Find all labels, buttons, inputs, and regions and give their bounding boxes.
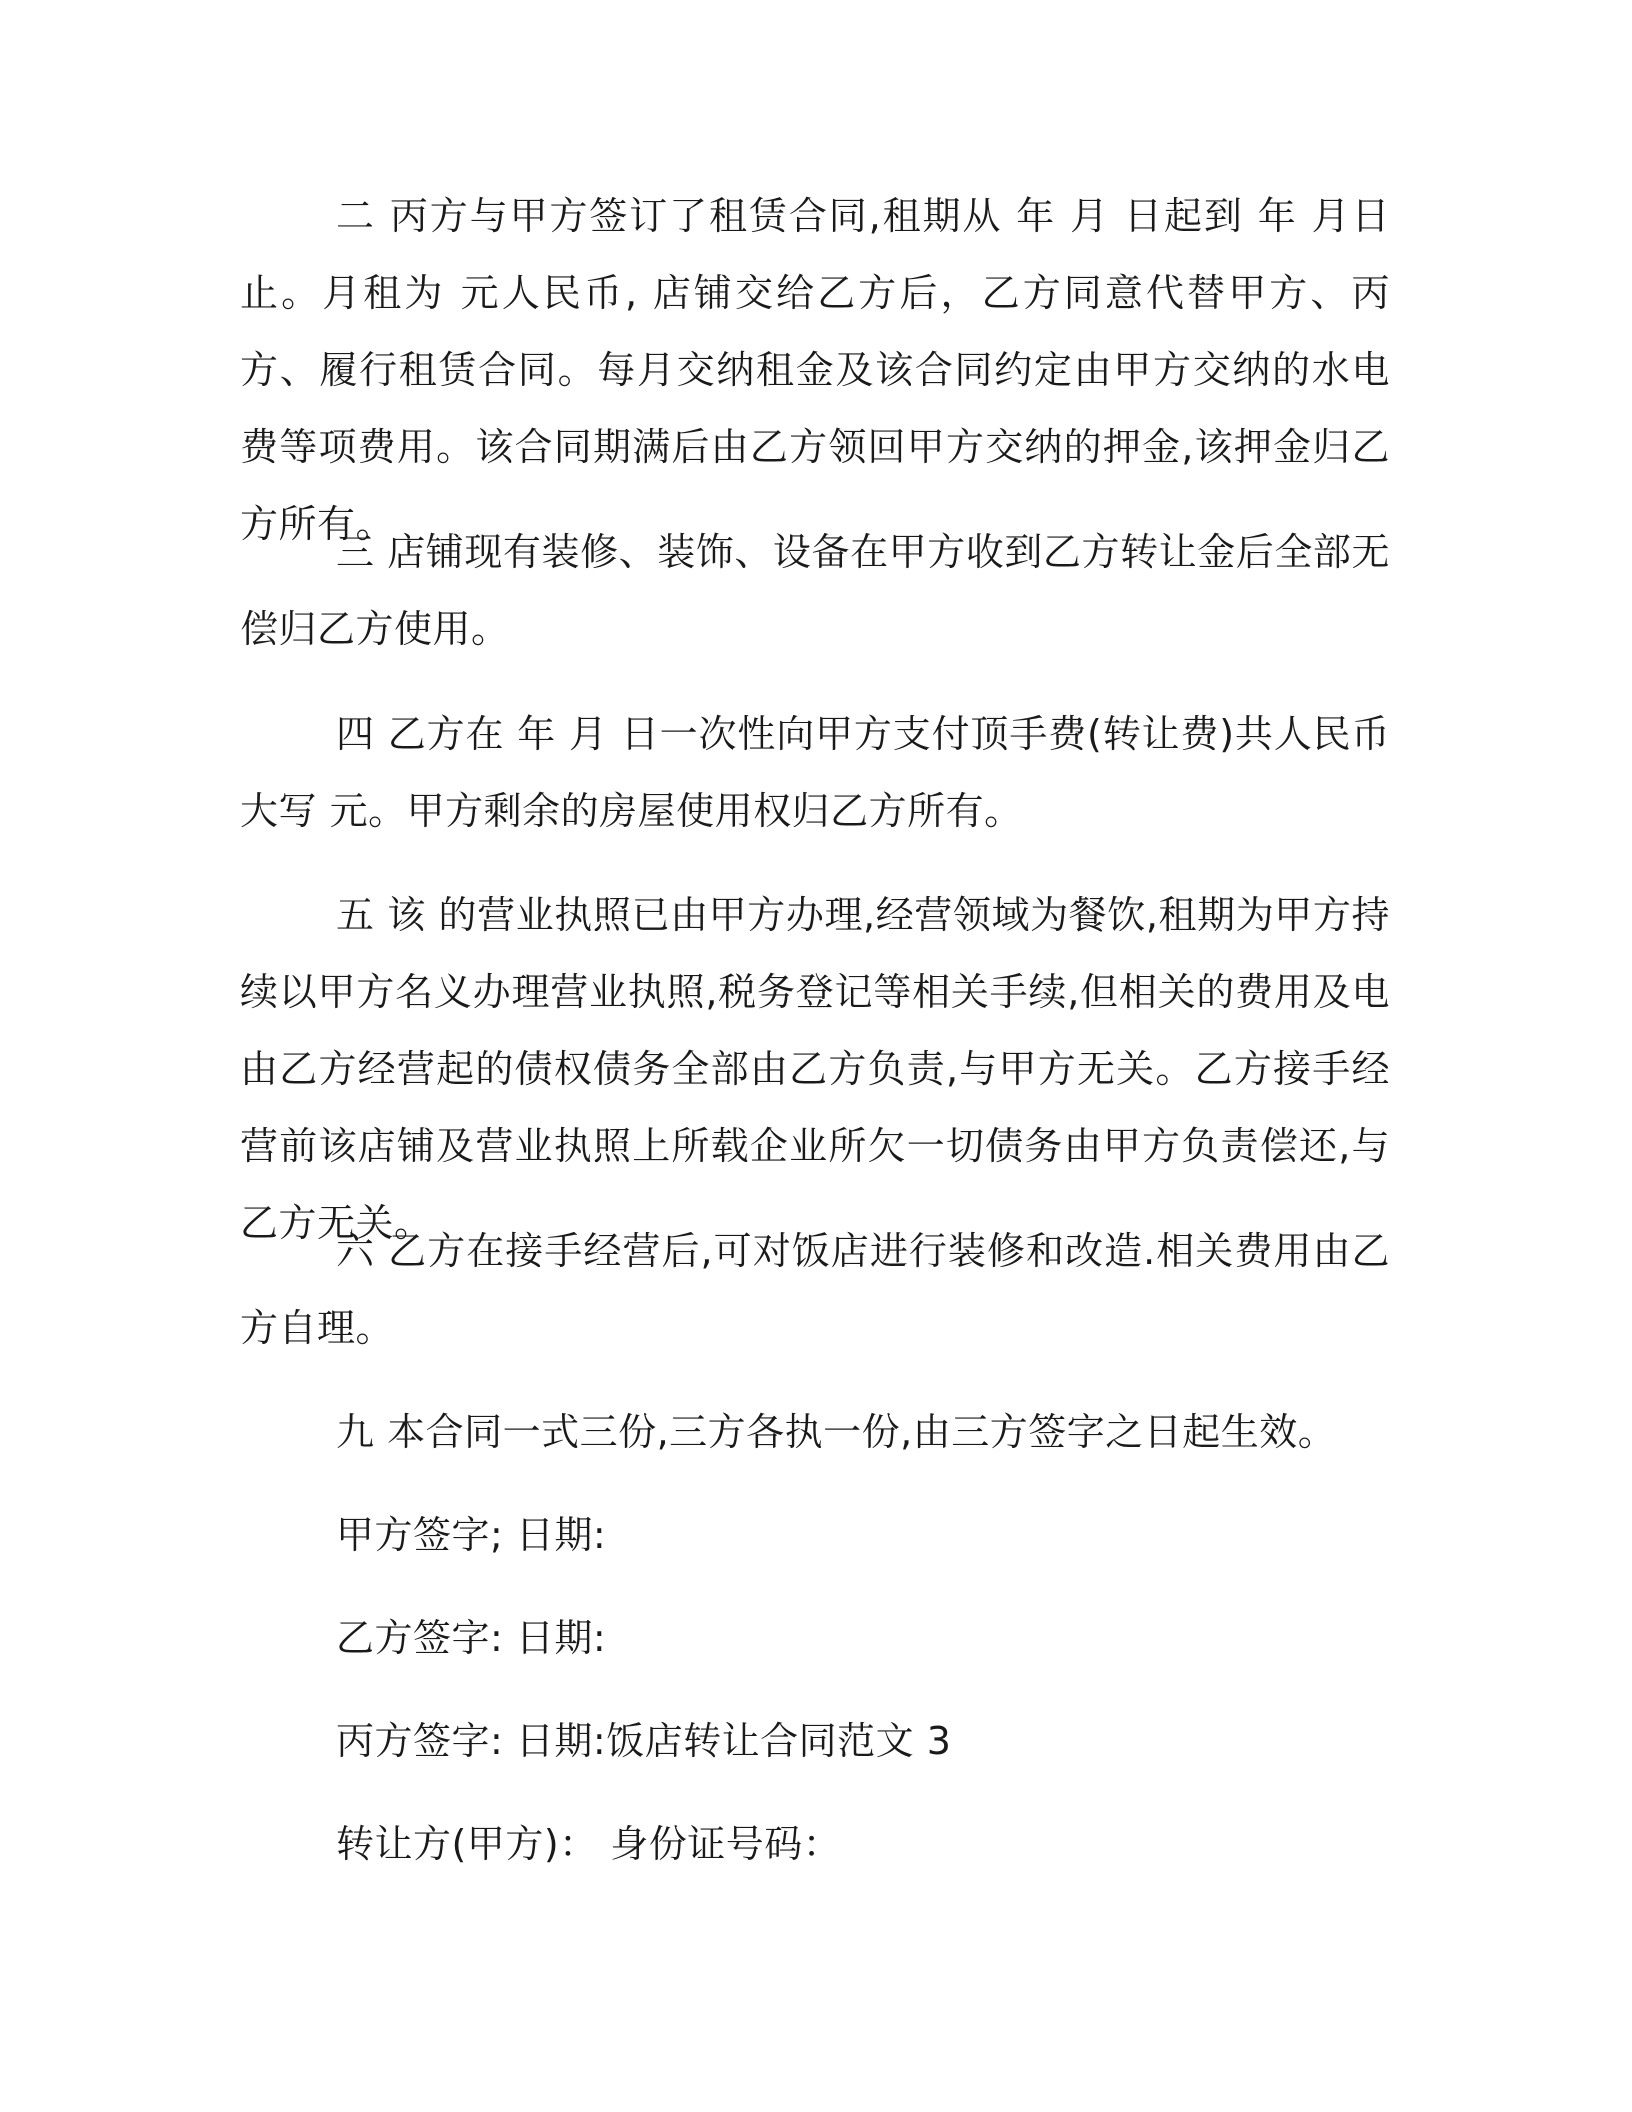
clause-five-paragraph bbox=[240, 877, 1390, 1262]
clause-nine-text: 九 本合同一式三份,三方各执一份,由三方签字之日起生效。 bbox=[336, 1410, 1337, 1454]
clause-six-text: 六 乙方在接手经营后,可对饭店进行装修和改造.相关费用由乙方自理。 bbox=[240, 1229, 1390, 1350]
clause-four-paragraph bbox=[240, 696, 1390, 850]
clause-five-text: 五 该 的营业执照已由甲方办理,经营领域为餐饮,租期为甲方持续以甲方名义办理营业执照,税务登记等相关手续,但相关的费用及电由乙方经营起的债权债务全部由乙方负责,与甲方无关。乙方接手经营前该店铺及营业执照上所载企业所欠一切债务由甲方负责偿还,与乙方无关。 bbox=[240, 893, 1390, 1245]
signature-party-a bbox=[240, 1497, 1390, 1574]
signature-party-b bbox=[240, 1600, 1390, 1677]
clause-three-paragraph bbox=[240, 514, 1390, 668]
signature-party-b-text: 乙方签字: 日期: bbox=[336, 1616, 607, 1660]
signature-party-c-text: 丙方签字: 日期:饭店转让合同范文 3 bbox=[336, 1719, 952, 1763]
clause-two-paragraph bbox=[240, 178, 1390, 563]
clause-four-text: 四 乙方在 年 月 日一次性向甲方支付顶手费(转让费)共人民币大写 元。甲方剩余的房屋使用权归乙方所有。 bbox=[240, 712, 1390, 833]
clause-nine-paragraph bbox=[240, 1394, 1390, 1471]
signature-party-c bbox=[240, 1703, 1390, 1780]
signature-party-a-text: 甲方签字; 日期: bbox=[336, 1513, 607, 1557]
transferor-line bbox=[240, 1806, 1390, 1883]
transferor-line-text: 转让方(甲方)： 身份证号码： bbox=[336, 1822, 842, 1866]
clause-six-paragraph bbox=[240, 1213, 1390, 1367]
clause-three-text: 三 店铺现有装修、装饰、设备在甲方收到乙方转让金后全部无偿归乙方使用。 bbox=[240, 530, 1390, 651]
clause-two-text: 二 丙方与甲方签订了租赁合同,租期从 年 月 日起到 年 月日止。月租为 元人民币, 店铺交给乙方后，乙方同意代替甲方、丙方、履行租赁合同。每月交纳租金及该合同约定由甲方交纳的水电费等项费用。该合同期满后由乙方领回甲方交纳的押金,该押金归乙方所有。 bbox=[240, 194, 1390, 546]
